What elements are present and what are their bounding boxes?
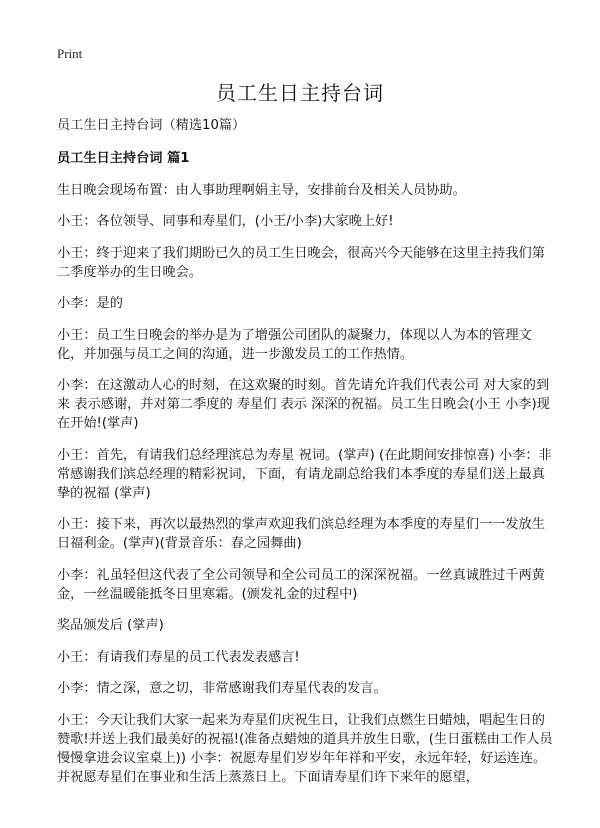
document-body [57,116,557,799]
document-subtitle: 员工生日主持台词（精选10篇） [57,118,246,133]
paragraph: 小王：今天让我们大家一起来为寿星们庆祝生日，让我们点燃生日蜡烛，唱起生日的赞歌!并送上我们最美好的祝福!(准备点蜡烛的道具并放生日歌，(生日蛋糕由工作人员慢慢拿进会议室桌上)) 小李：祝愿寿星们岁岁年年祥和平安，永远年轻，好运连连。并祝愿寿星们在事业和生活上蒸蒸日上。下面请寿星们许下来年的愿望， [57,712,553,785]
paragraph: 小李：礼虽轻但这代表了全公司领导和全公司员工的深深祝福。一丝真诚胜过千两黄金，一丝温暖能抵冬日里寒霜。(颁发礼金的过程中) [57,567,545,602]
paragraph: 小王：接下来，再次以最热烈的掌声欢迎我们滨总经理为本季度的寿星们一一发放生日福利金。(掌声)(背景音乐：春之园舞曲) [57,517,545,551]
section-heading: 员工生日主持台词 篇1 [57,151,190,166]
paragraph: 小王：各位领导、同事和寿星们，(小王/小李)大家晚上好! [57,214,394,229]
paragraph: 小王：有请我们寿星的员工代表发表感言! [57,649,300,665]
paragraph: 小王：首先，有请我们总经理滨总为寿星 祝词。(掌声) (在此期间安排惊喜) 小李：非常感谢我们滨总经理的精彩祝词，下面，有请龙副总给我们本季度的寿星们送上最真挚的祝福 (掌声) [57,447,552,501]
paragraph: 小王：员工生日晚会的举办是为了增强公司团队的凝聚力，体现以人为本的管理文化，并加强与员工之间的沟通，进一步激发员工的工作热情。 [57,327,532,362]
document-title: 员工生日主持台词 [216,81,384,105]
paragraph: 小李：是的 [57,296,123,311]
paragraph: 小王：终于迎来了我们期盼已久的员工生日晚会，很高兴今天能够在这里主持我们第二季度举办的生日晚会。 [57,245,545,280]
paragraph: 小李：情之深，意之切，非常感谢我们寿星代表的发言。 [57,681,387,696]
paragraph: 小李：在这激动人心的时刻，在这欢聚的时刻。首先请允许我们代表公司 对大家的到来 表示感谢，并对第二季度的 寿星们 表示 深深的祝福。员工生日晚会(小王 小李)现在开始!(掌声) [57,378,550,431]
paragraph: 奖品颁发后 (掌声) [57,618,164,633]
paragraph: 生日晚会现场布置：由人事助理啊娟主导，安排前台及相关人员协助。 [57,182,466,198]
print-label: Print [57,46,83,61]
